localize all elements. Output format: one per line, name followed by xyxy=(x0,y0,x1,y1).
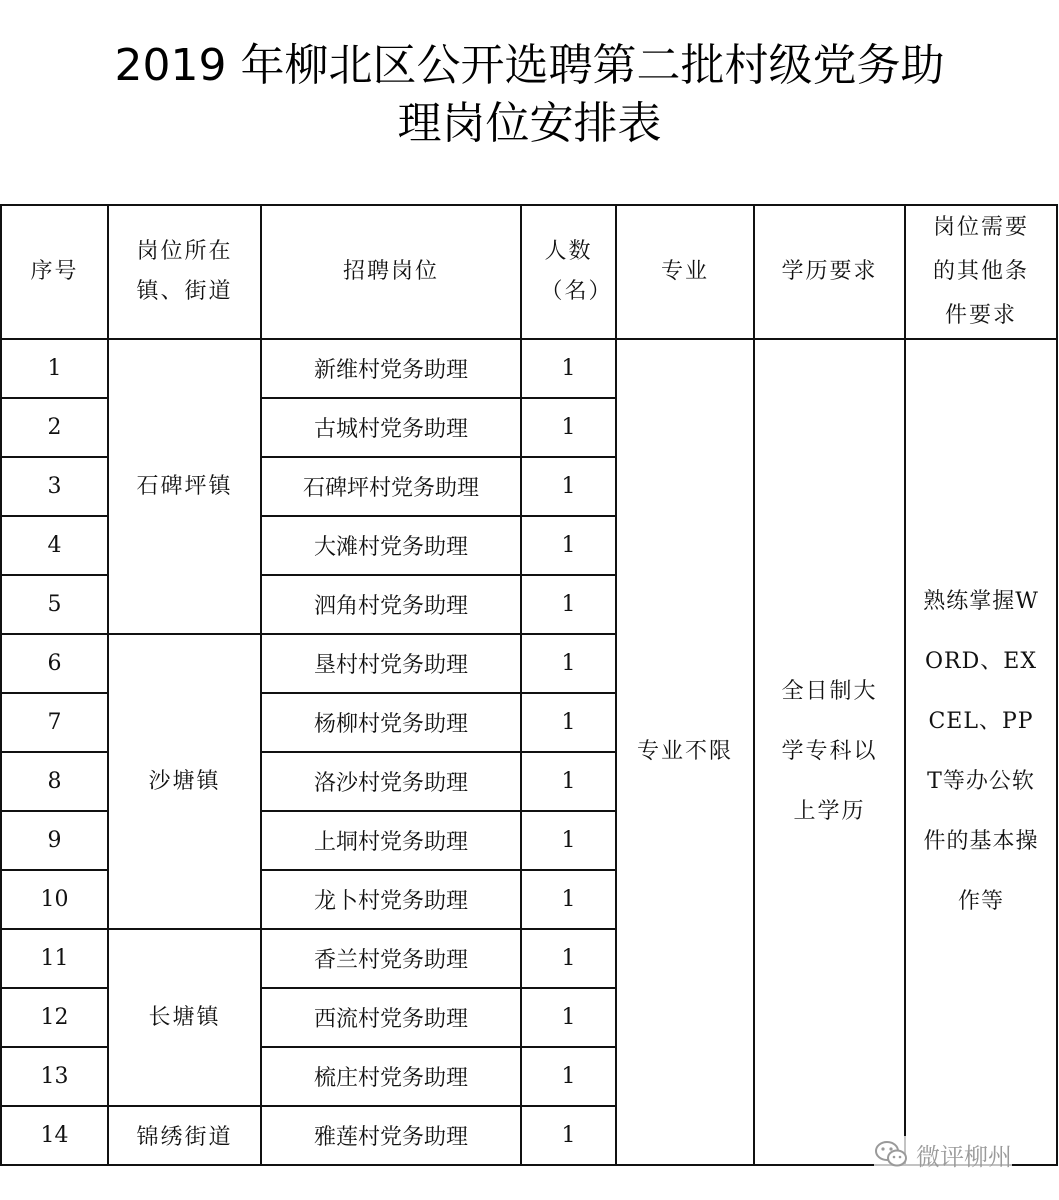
page-title-line-1: 2019 年柳北区公开选聘第二批村级党务助 xyxy=(114,40,945,92)
header-position: 招聘岗位 xyxy=(261,205,521,339)
count-cell: 1 xyxy=(521,929,616,988)
position-cell: 上垌村党务助理 xyxy=(261,811,521,870)
seq-cell: 1 xyxy=(1,339,108,398)
position-cell: 洛沙村党务助理 xyxy=(261,752,521,811)
seq-cell: 12 xyxy=(1,988,108,1047)
town-cell-jinxiu: 锦绣街道 xyxy=(108,1106,261,1165)
table-row xyxy=(1,339,1057,398)
seq-cell: 11 xyxy=(1,929,108,988)
count-cell: 1 xyxy=(521,752,616,811)
count-cell: 1 xyxy=(521,870,616,929)
watermark xyxy=(874,1136,1012,1172)
seq-cell: 14 xyxy=(1,1106,108,1165)
count-cell: 1 xyxy=(521,1106,616,1165)
town-cell-shibeiping: 石碑坪镇 xyxy=(108,339,261,634)
header-seq: 序号 xyxy=(1,205,108,339)
position-cell: 石碑坪村党务助理 xyxy=(261,457,521,516)
count-cell: 1 xyxy=(521,457,616,516)
town-cell-shatang: 沙塘镇 xyxy=(108,634,261,929)
education-cell: 全日制大学专科以上学历 xyxy=(754,339,905,1165)
seq-cell: 10 xyxy=(1,870,108,929)
position-cell: 大滩村党务助理 xyxy=(261,516,521,575)
seq-cell: 7 xyxy=(1,693,108,752)
watermark-text: 微评柳州 xyxy=(916,1142,1012,1171)
position-cell: 垦村村党务助理 xyxy=(261,634,521,693)
position-cell: 梳庄村党务助理 xyxy=(261,1047,521,1106)
count-cell: 1 xyxy=(521,811,616,870)
seq-cell: 2 xyxy=(1,398,108,457)
page-title-line-2: 理岗位安排表 xyxy=(397,98,662,150)
count-cell: 1 xyxy=(521,575,616,634)
seq-cell: 13 xyxy=(1,1047,108,1106)
header-major: 专业 xyxy=(616,205,754,339)
position-cell: 龙卜村党务助理 xyxy=(261,870,521,929)
table-header-row xyxy=(1,205,1057,339)
header-count: 人数（名） xyxy=(521,205,616,339)
position-cell: 古城村党务助理 xyxy=(261,398,521,457)
count-cell: 1 xyxy=(521,339,616,398)
seq-cell: 5 xyxy=(1,575,108,634)
page-title xyxy=(0,37,1059,153)
seq-cell: 6 xyxy=(1,634,108,693)
seq-cell: 3 xyxy=(1,457,108,516)
position-cell: 杨柳村党务助理 xyxy=(261,693,521,752)
count-cell: 1 xyxy=(521,988,616,1047)
position-cell: 新维村党务助理 xyxy=(261,339,521,398)
header-other: 岗位需要的其他条件要求 xyxy=(905,205,1057,339)
position-cell: 西流村党务助理 xyxy=(261,988,521,1047)
header-education: 学历要求 xyxy=(754,205,905,339)
seq-cell: 9 xyxy=(1,811,108,870)
header-town: 岗位所在镇、街道 xyxy=(108,205,261,339)
count-cell: 1 xyxy=(521,693,616,752)
count-cell: 1 xyxy=(521,398,616,457)
other-requirements-cell: 熟练掌握WORD、EXCEL、PPT等办公软件的基本操作等 xyxy=(905,339,1057,1165)
count-cell: 1 xyxy=(521,1047,616,1106)
count-cell: 1 xyxy=(521,516,616,575)
major-cell: 专业不限 xyxy=(616,339,754,1165)
count-cell: 1 xyxy=(521,634,616,693)
position-cell: 泗角村党务助理 xyxy=(261,575,521,634)
position-cell: 雅莲村党务助理 xyxy=(261,1106,521,1165)
position-table xyxy=(0,204,1058,1166)
seq-cell: 8 xyxy=(1,752,108,811)
town-cell-changtang: 长塘镇 xyxy=(108,929,261,1106)
seq-cell: 4 xyxy=(1,516,108,575)
position-cell: 香兰村党务助理 xyxy=(261,929,521,988)
wechat-icon xyxy=(874,1140,908,1168)
